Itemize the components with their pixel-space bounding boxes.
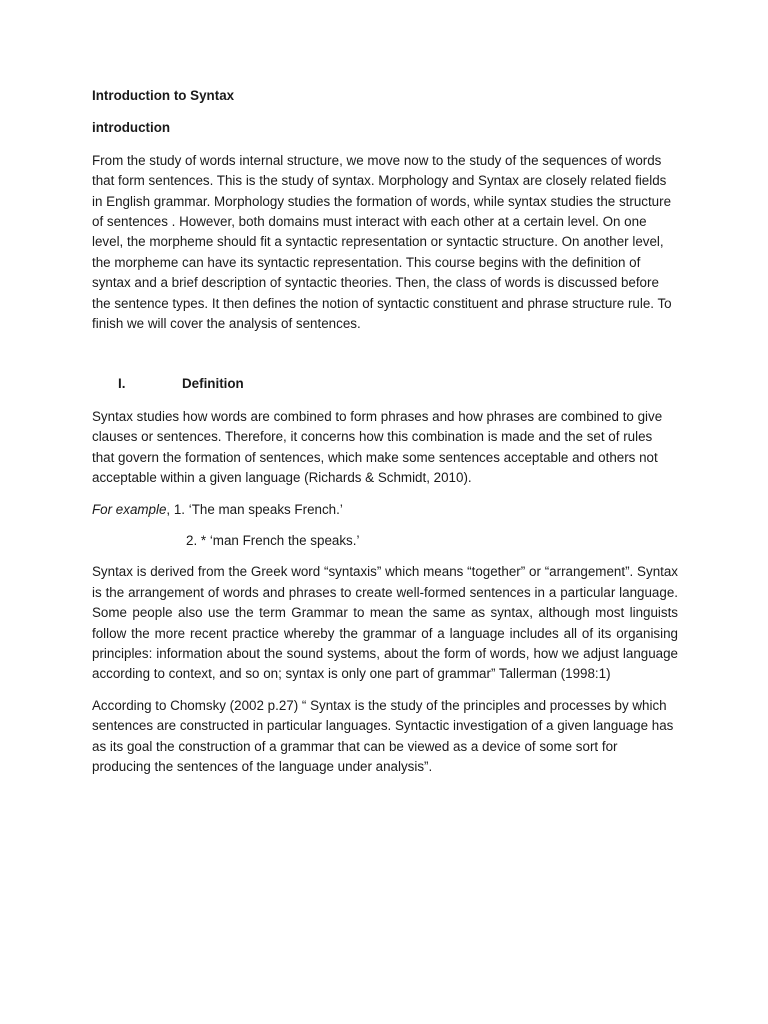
derivation-paragraph: Syntax is derived from the Greek word “syntaxis” which means “together” or “arrangement”. Syntax is the arrangement of words and phrases to create well-formed sentences in a particular language. Some people also use the term Grammar to mean the same as syntax, although most linguists follow the more recent practice whereby the grammar of a language includes all of its organising principles: information about the sound systems, about the form of words, how we adjust language according to context, and so on; syntax is only one part of grammar” Tallerman (1998:1) <box>92 564 678 682</box>
example-line-one <box>92 500 678 520</box>
document-subtitle: introduction <box>92 120 171 136</box>
example-line-two: 2. * ‘man French the speaks.’ <box>186 532 360 548</box>
section-title: Definition <box>182 376 244 392</box>
example-first: , 1. ‘The man speaks French.’ <box>166 501 343 517</box>
chomsky-paragraph: According to Chomsky (2002 p.27) “ Syntax is the study of the principles and processes by which sentences are constructed in particular languages. Syntactic investigation of a given language has as its goal the construction of a grammar that can be viewed as a device of some sort for producing the sentences of the language under analysis”. <box>92 697 674 774</box>
example-lead: For example <box>92 501 167 517</box>
section-number: I. <box>118 376 126 392</box>
document-title: Introduction to Syntax <box>92 88 235 103</box>
intro-paragraph: From the study of words internal structure, we move now to the study of the sequences of words that form sentences. This is the study of syntax. Morphology and Syntax are closely related fields in English grammar. Morphology studies the formation of words, while syntax studies the structure of sentences . However, both domains must interact with each other at a certain level. On one level, the morpheme should fit a syntactic representation or syntactic structure. On another level, the morpheme can have its syntactic representation. This course begins with the definition of syntax and a brief description of syntactic theories. Then, the class of words is discussed before the sentence types. It then defines the notion of syntactic constituent and phrase structure rule. To finish we will cover the analysis of sentences. <box>92 152 672 332</box>
definition-paragraph: Syntax studies how words are combined to form phrases and how phrases are combined to give clauses or sentences. Therefore, it concerns how this combination is made and the set of rules that govern the formation of sentences, which make some sentences acceptable and others not acceptable within a given language (Richards & Schmidt, 2010). <box>92 408 663 486</box>
section-heading <box>92 374 678 394</box>
document-page <box>92 86 678 788</box>
section-spacer <box>140 374 182 394</box>
